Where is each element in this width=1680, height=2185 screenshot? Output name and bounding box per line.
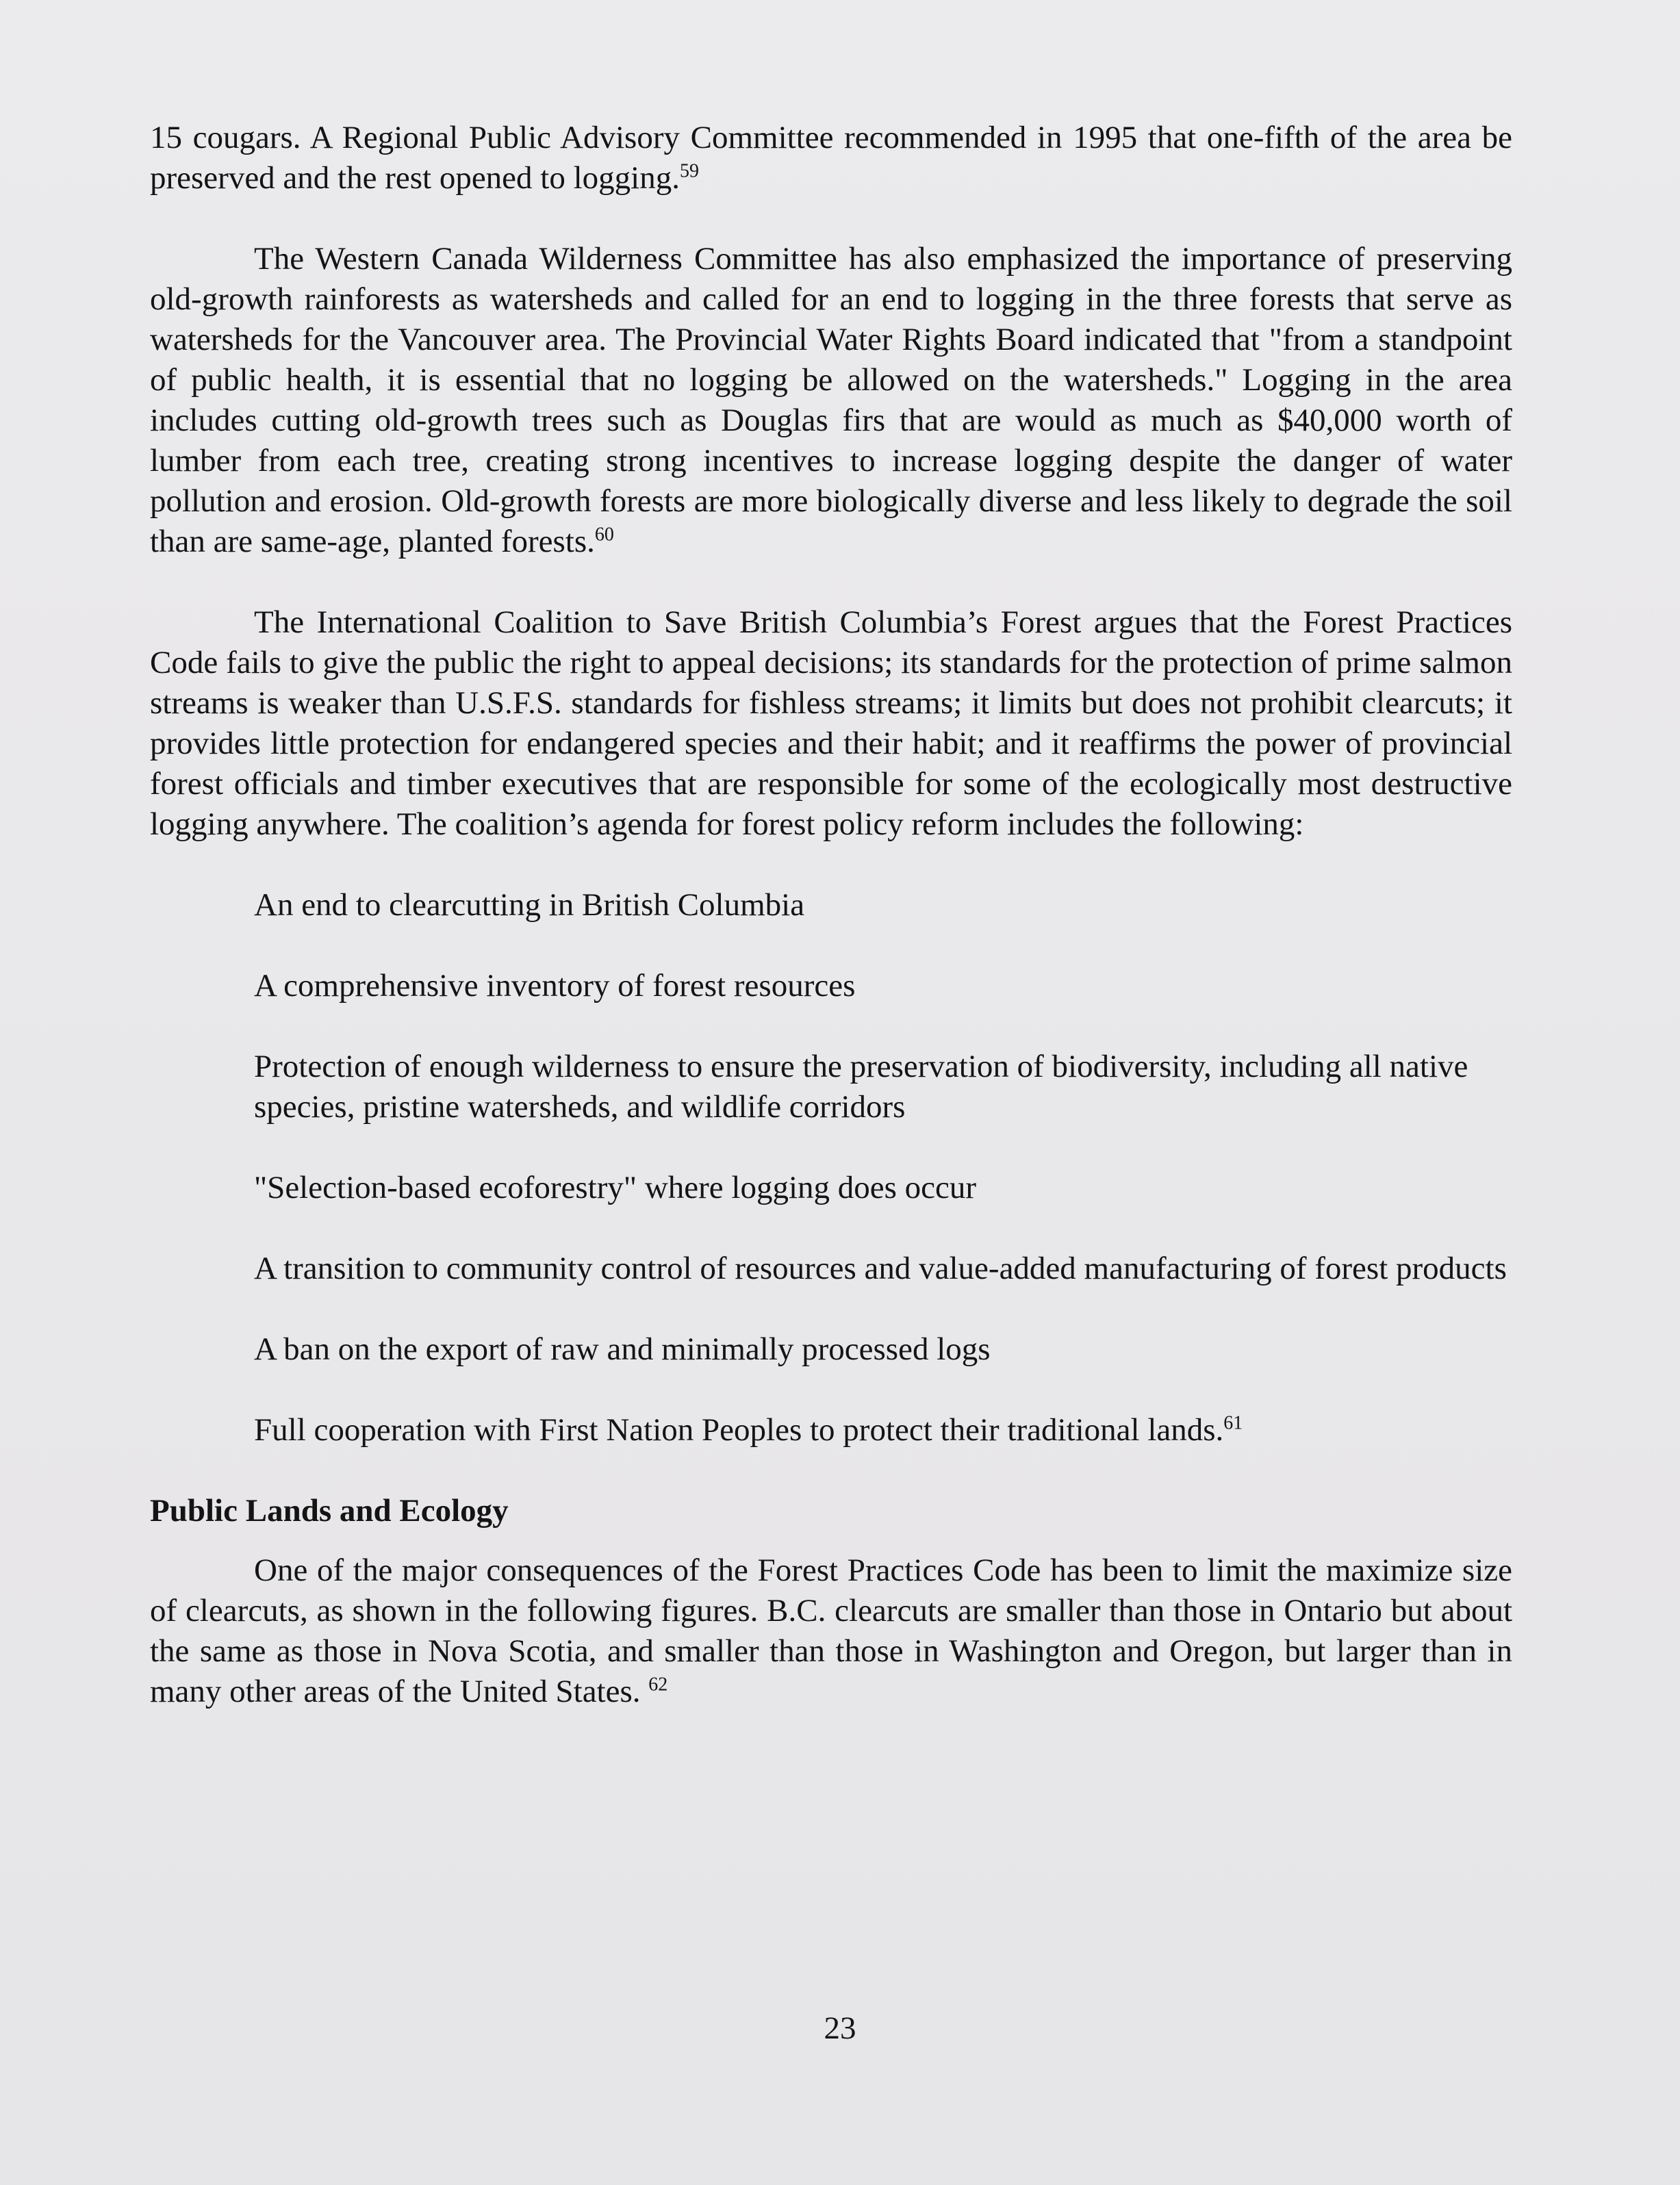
agenda-item: A ban on the export of raw and minimally processed logs <box>254 1331 991 1367</box>
footnote-ref: 60 <box>594 524 614 546</box>
footnote-ref: 61 <box>1223 1412 1243 1434</box>
paragraph-text: One of the major consequences of the Forest Practices Code has been to limit the maximize size of clearcuts, as shown in the following figures. B.C. clearcuts are smaller than those in Ontario but about the same as those in Nova Scotia, and smaller than those in Washington and Oregon, but larger than in many other areas of the United States. <box>150 1552 1512 1709</box>
paragraph-text: 15 cougars. A Regional Public Advisory Committee recommended in 1995 that one-fifth of the area be preserved and the rest opened to logging. <box>150 120 1512 196</box>
paragraph-wilderness-committee <box>150 239 1512 562</box>
page-body <box>150 118 1512 1752</box>
agenda-item-text: Full cooperation with First Nation Peoples to protect their traditional lands. <box>254 1412 1224 1448</box>
paragraph-text: The International Coalition to Save British Columbia’s Forest argues that the Forest Practices Code fails to give the public the right to appeal decisions; its standards for the protection of prime salmon streams is weaker than U.S.F.S. standards for fishless streams; it limits but does not prohibit clearcuts; it provides little protection for endangered species and their habit; and it reaffirms the power of provincial forest officials and timber executives that are responsible for some of the ecologically most destructive logging anywhere. The coalition’s agenda for forest policy reform includes the following: <box>150 604 1512 842</box>
agenda-item: A transition to community control of resources and value-added manufacturing of forest products <box>254 1251 1507 1286</box>
paragraph-text: The Western Canada Wilderness Committee has also emphasized the importance of preserving old-growth rainforests as watersheds and called for an end to logging in the three forests that serve as watersheds for the Vancouver area. The Provincial Water Rights Board indicated that "from a standpoint of public health, it is essential that no logging be allowed on the watersheds." Logging in the area includes cutting old-growth trees such as Douglas firs that are would as much as $40,000 worth of lumber from each tree, creating strong incentives to increase logging despite the danger of water pollution and erosion. Old-growth forests are more biologically diverse and less likely to degrade the soil than are same-age, planted forests. <box>150 241 1512 559</box>
section-heading: Public Lands and Ecology <box>150 1493 509 1529</box>
footnote-ref: 62 <box>648 1674 668 1696</box>
paragraph-cougars <box>150 118 1512 199</box>
agenda-item: "Selection-based ecoforestry" where logging does occur <box>254 1170 977 1205</box>
paragraph-coalition <box>150 602 1512 845</box>
agenda-item: Protection of enough wilderness to ensure the preservation of biodiversity, including all native species, pristine watersheds, and wildlife corridors <box>254 1049 1468 1125</box>
agenda-item: A comprehensive inventory of forest resources <box>254 968 856 1004</box>
page-number: 23 <box>824 2010 856 2046</box>
agenda-item: An end to clearcutting in British Columbia <box>254 887 805 923</box>
footnote-ref: 59 <box>679 160 699 182</box>
paragraph-clearcuts <box>150 1550 1512 1712</box>
agenda-item-last <box>254 1410 1512 1451</box>
